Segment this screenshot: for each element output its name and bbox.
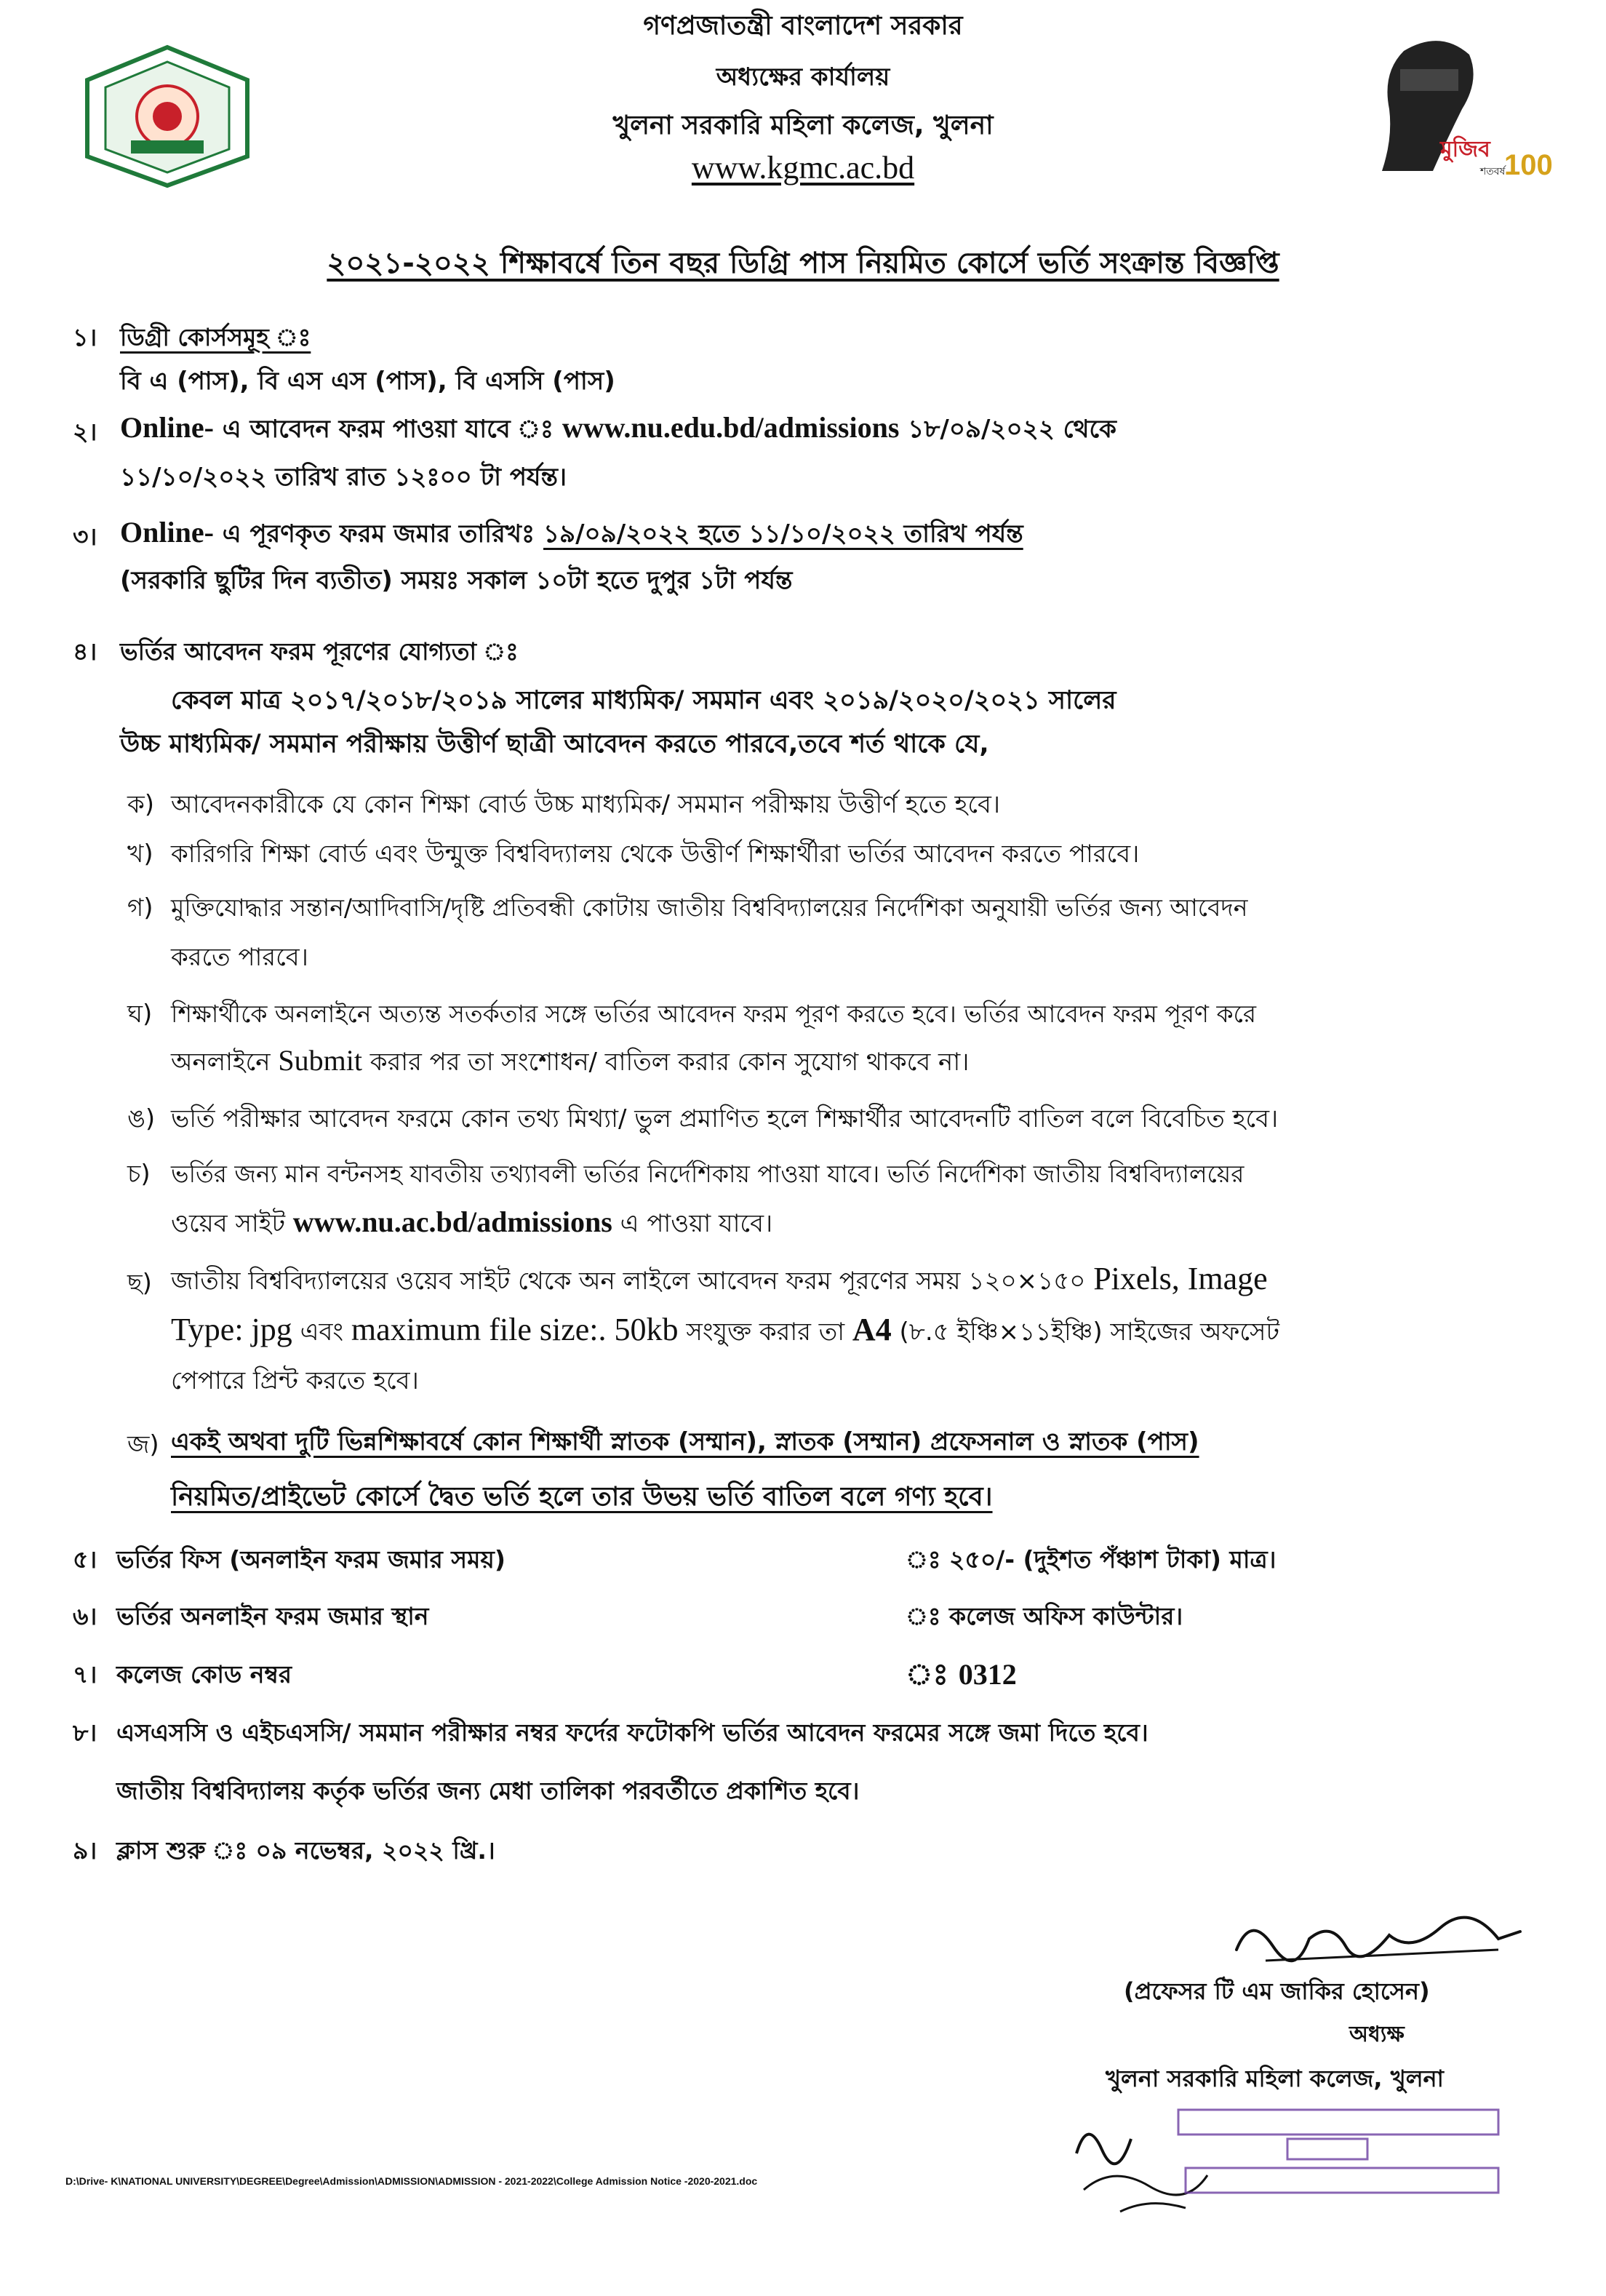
clause-ka: আবেদনকারীকে যে কোন শিক্ষা বোর্ড উচ্চ মাধ্যমিক/ সমমান পরীক্ষায় উত্তীর্ণ হতে হবে।: [171, 790, 1001, 819]
mujib-emblem-text: মুজিব: [1440, 137, 1490, 162]
submission-place-value: ঃ কলেজ অফিস কাউন্টার।: [906, 1602, 1183, 1630]
clause-chha-2b3: (৮.৫ ইঞ্চি×১১ইঞ্চি) সাইজের অফসেট: [891, 1318, 1279, 1347]
eligibility-intro-1: কেবল মাত্র ২০১৭/২০১৮/২০১৯ সালের মাধ্যমিক/ সমমান এবং ২০১৯/২০২০/২০২১ সালের: [171, 686, 1116, 715]
section-2-number: ২।: [73, 418, 97, 446]
clause-chha-2b1: এবং: [292, 1318, 351, 1347]
college-code-value: 0312: [958, 1658, 1017, 1691]
clause-umo-label: ঙ): [127, 1104, 156, 1133]
submit-word: Submit: [278, 1044, 362, 1077]
class-start: ক্লাস শুরু ঃ ০৯ নভেম্বর, ২০২২ খ্রি.।: [116, 1836, 495, 1865]
section-1-heading: ডিগ্রী কোর্সসমূহ ঃ: [120, 323, 311, 351]
college-code-value-line: [906, 1651, 1017, 1700]
section-7-number: ৭।: [73, 1660, 97, 1689]
office-title: অধ্যক্ষের কার্যালয়: [716, 63, 890, 92]
clause-chha-label: ছ): [127, 1269, 152, 1298]
clause-chha-line-3: পেপারে প্রিন্ট করতে হবে।: [171, 1366, 419, 1395]
clause-kha: কারিগরি শিক্ষা বোর্ড এবং উন্মুক্ত বিশ্ববিদ্যালয় থেকে উত্তীর্ণ শিক্ষার্থীরা ভর্তির আবেদন করতে পারবে।: [171, 840, 1140, 869]
section-4-heading: ভর্তির আবেদন ফরম পূরণের যোগ্যতা ঃ: [120, 637, 519, 666]
section-9-number: ৯।: [73, 1836, 97, 1865]
college-name: খুলনা সরকারি মহিলা কলেজ, খুলনা: [612, 111, 994, 140]
clause-kha-label: খ): [127, 840, 153, 869]
clause-ga-line-1: মুক্তিযোদ্ধার সন্তান/আদিবাসি/দৃষ্টি প্রতিবন্ধী কোটায় জাতীয় বিশ্ববিদ্যালয়ের নির্দেশিকা অনুযায়ী ভর্তির জন্য আবেদন: [171, 893, 1248, 922]
section-2-line-1: [120, 410, 1116, 452]
section-8-line-1: এসএসসি ও এইচএসসি/ সমমান পরীক্ষার নম্বর ফর্দের ফটোকপি ভর্তির আবেদন ফরমের সঙ্গে জমা দিতে হবে।: [116, 1718, 1148, 1747]
clause-gha-line-1: শিক্ষার্থীকে অনলাইনে অত্যন্ত সতর্কতার সঙ্গে ভর্তির আবেদন ফরম পূরণ করতে হবে। ভর্তির আবেদন ফরম পূরণ করে: [171, 1000, 1256, 1028]
section-2-line-2: ১১/১০/২০২২ তারিখ রাত ১২ঃ০০ টা পর্যন্ত।: [120, 463, 567, 492]
section-5-number: ৫।: [73, 1545, 97, 1574]
section-8-line-2: জাতীয় বিশ্ববিদ্যালয় কর্তৃক ভর্তির জন্য মেধা তালিকা পরবর্তীতে প্রকাশিত হবে।: [116, 1777, 860, 1805]
section-1-number: ১।: [73, 323, 97, 351]
section-3-text-a: এ পূরণকৃত ফরম জমার তারিখঃ: [213, 519, 543, 549]
clause-gha-label: ঘ): [127, 1000, 153, 1029]
section-4-number: ৪।: [73, 637, 97, 666]
image-type: Type: jpg: [171, 1312, 292, 1347]
max-file-size: maximum file size:. 50kb: [351, 1312, 679, 1347]
signatory-name: (প্রফেসর টি এম জাকির হোসেন): [1124, 1977, 1430, 2005]
online-label: Online-: [120, 411, 214, 444]
fee-value: ঃ ২৫০/- (দুইশত পঁঞ্চাশ টাকা) মাত্র।: [906, 1545, 1277, 1574]
section-3-line-2: (সরকারি ছুটির দিন ব্যতীত) সময়ঃ সকাল ১০টা হতে দুপুর ১টা পর্যন্ত: [120, 566, 793, 595]
submission-place-label: ভর্তির অনলাইন ফরম জমার স্থান: [116, 1602, 429, 1630]
eligibility-intro-2: উচ্চ মাধ্যমিক/ সমমান পরীক্ষায় উত্তীর্ণ ছাত্রী আবেদন করতে পারবে,তবে শর্ত থাকে যে,: [120, 730, 989, 759]
mujib-emblem-number: 100: [1504, 149, 1553, 181]
office-stamp: [1062, 2095, 1513, 2219]
clause-ka-label: ক): [127, 790, 155, 819]
college-code-prefix: ঃ: [906, 1658, 959, 1691]
clause-chha-line-1: [171, 1260, 1268, 1304]
online-label-2: Online-: [120, 516, 214, 549]
clause-chha-1a: জাতীয় বিশ্ববিদ্যালয়ের ওয়েব সাইট থেকে অন লাইলে আবেদন ফরম পূরণের সময় ১২০×১৫০: [171, 1267, 1094, 1296]
clause-ja-line-2: নিয়মিত/প্রাইভেট কোর্সে দ্বৈত ভর্তি হলে তার উভয় ভর্তি বাতিল বলে গণ্য হবে।: [171, 1482, 993, 1512]
college-website[interactable]: www.kgmc.ac.bd: [691, 150, 915, 186]
clause-umo: ভর্তি পরীক্ষার আবেদন ফরমে কোন তথ্য মিথ্যা/ ভুল প্রমাণিত হলে শিক্ষার্থীর আবেদনটি বাতিল বলে বিবেচিত হবে।: [171, 1104, 1279, 1133]
paper-size: A4: [852, 1312, 892, 1347]
principal-signature: [1222, 1906, 1527, 1972]
nu-admission-url[interactable]: www.nu.edu.bd/admissions: [562, 411, 900, 444]
clause-gha-2a: অনলাইনে: [171, 1048, 279, 1077]
clause-chha-2b2: সংযুক্ত করার তা: [678, 1318, 852, 1347]
nu-guideline-url[interactable]: www.nu.ac.bd/admissions: [292, 1205, 612, 1238]
section-1-courses: বি এ (পাস), বি এস এস (পাস), বি এসসি (পাস): [120, 367, 615, 396]
clause-chha-1-en: Pixels, Image: [1093, 1261, 1268, 1296]
clause-chha-line-2: [171, 1311, 1279, 1355]
section-2-text-b: ১৮/০৯/২০২২ থেকে: [899, 415, 1116, 444]
clause-cha-2b: এ পাওয়া যাবে।: [612, 1209, 773, 1238]
fee-label: ভর্তির ফিস (অনলাইন ফরম জমার সময়): [116, 1545, 506, 1574]
notice-title: ২০২১-২০২২ শিক্ষাবর্ষে তিন বছর ডিগ্রি পাস নিয়মিত কোর্সে ভর্তি সংক্রান্ত বিজ্ঞপ্তি: [327, 247, 1279, 280]
clause-cha-line-1: ভর্তির জন্য মান বন্টনসহ যাবতীয় তথ্যাবলী ভর্তির নির্দেশিকায় পাওয়া যাবে। ভর্তি নির্দেশিকা জাতীয় বিশ্ববিদ্যালয়ের: [171, 1160, 1245, 1188]
clause-ga-line-2: করতে পারবে।: [171, 943, 308, 972]
section-2-text-a: এ আবেদন ফরম পাওয়া যাবে ঃ: [213, 415, 562, 444]
govt-title: গণপ্রজাতন্ত্রী বাংলাদেশ সরকার: [643, 11, 963, 41]
clause-gha-2b: করার পর তা সংশোধন/ বাতিল করার কোন সুযোগ থাকবে না।: [361, 1048, 970, 1077]
section-8-number: ৮।: [73, 1718, 97, 1747]
clause-ja-line-1: একই অথবা দুটি ভিন্নশিক্ষাবর্ষে কোন শিক্ষার্থী স্নাতক (সম্মান), স্নাতক (সম্মান) প্রফেসনাল ও স্নাতক (পাস): [171, 1427, 1199, 1456]
mujib-emblem-sub: শতবর্ষ: [1480, 166, 1506, 178]
clause-ja-label: জ): [127, 1430, 159, 1459]
signatory-title: অধ্যক্ষ: [1349, 2022, 1405, 2047]
clause-cha-line-2: [171, 1205, 772, 1246]
clause-gha-line-2: [171, 1043, 969, 1085]
clause-cha-label: চ): [127, 1160, 151, 1189]
clause-ga-label: গ): [127, 893, 153, 922]
section-3-line-1: [120, 515, 1023, 557]
signatory-org: খুলনা সরকারি মহিলা কলেজ, খুলনা: [1106, 2065, 1444, 2092]
college-code-label: কলেজ কোড নম্বর: [116, 1660, 292, 1689]
clause-cha-2a: ওয়েব সাইট: [171, 1209, 293, 1238]
footer-file-path: D:\Drive- K\NATIONAL UNIVERSITY\DEGREE\Degree\Admission\ADMISSION\ADMISSION - 2021-2022\College Admission Notice -2020-2021.doc: [65, 2175, 758, 2187]
section-6-number: ৬।: [73, 1602, 97, 1630]
section-3-number: ৩।: [73, 522, 97, 551]
submission-dates: ১৯/০৯/২০২২ হতে ১১/১০/২০২২ তারিখ পর্যন্ত: [543, 519, 1023, 549]
